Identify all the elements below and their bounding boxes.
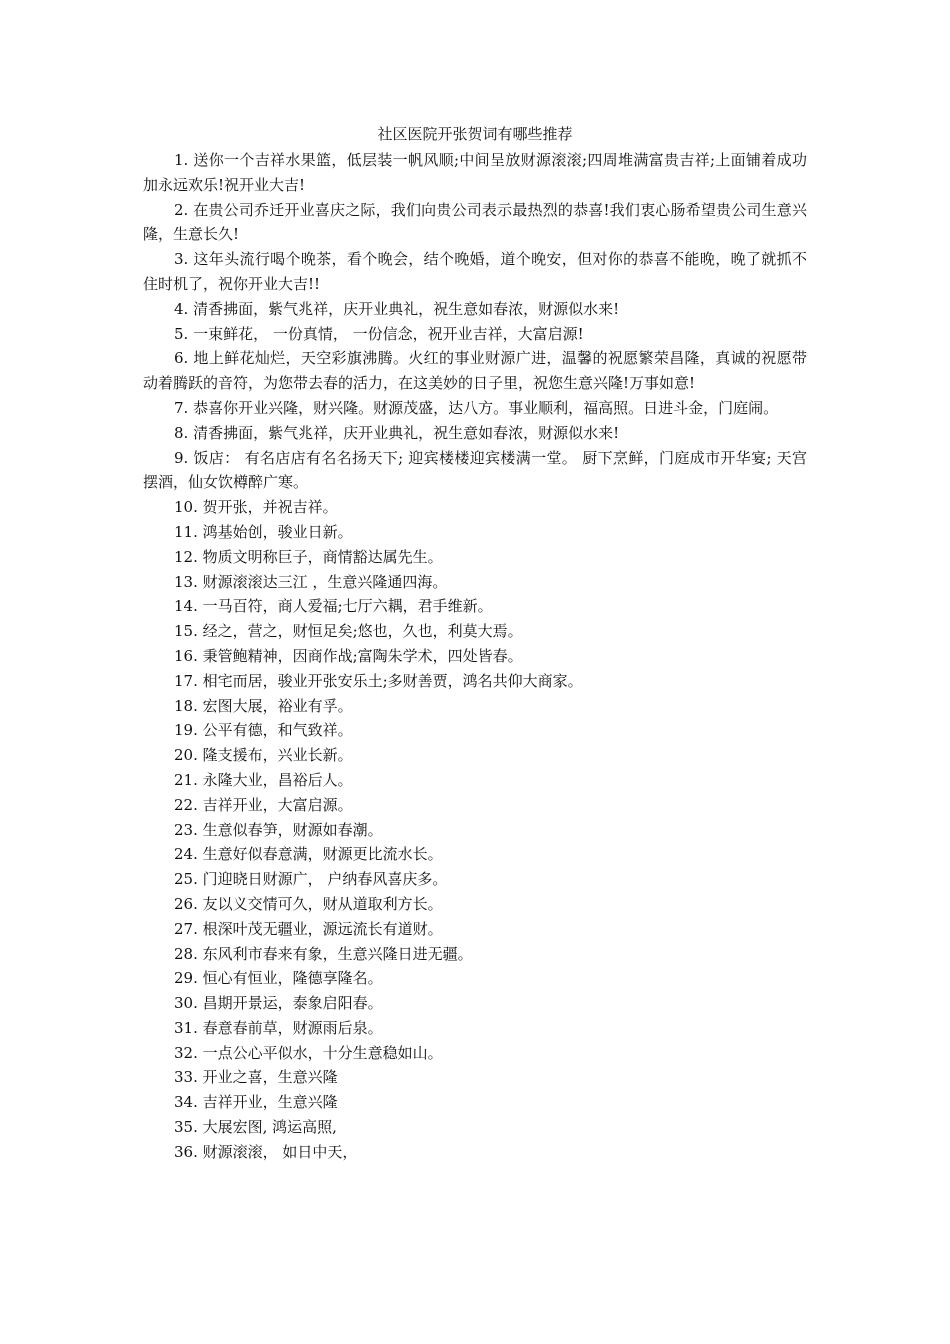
list-item: 12. 物质文明称巨子，商情豁达属先生。 <box>174 547 443 566</box>
list-item: 1. 送你一个吉祥水果篮，低层装一帆风顺;中间呈放财源滚滚;四周堆满富贵吉祥;上面铺着成功加永远欢乐!祝开业大吉! <box>143 151 807 194</box>
document-title: 社区医院开张贺词有哪些推荐 <box>377 125 573 143</box>
list-item: 34. 吉祥开业，生意兴隆 <box>174 1093 338 1112</box>
list-item: 31. 春意春前草，财源雨后泉。 <box>174 1018 383 1037</box>
list-item: 17. 相宅而居，骏业开张安乐土;多财善贾，鸿名共仰大商家。 <box>174 671 583 690</box>
list-item: 21. 永隆大业，昌裕后人。 <box>174 770 353 789</box>
list-item: 25. 门迎晓日财源广， 户纳春风喜庆多。 <box>174 870 448 889</box>
list-item: 14. 一马百符，商人爱福;七厅六耦，君手维新。 <box>174 597 493 616</box>
list-item: 18. 宏图大展，裕业有孚。 <box>174 696 353 715</box>
list-item: 23. 生意似春笋，财源如春潮。 <box>174 820 383 839</box>
list-item: 20. 隆支援布，兴业长新。 <box>174 746 353 765</box>
list-item: 11. 鸿基始创，骏业日新。 <box>174 522 353 541</box>
list-item: 26. 友以义交情可久，财从道取利方长。 <box>174 894 443 913</box>
list-item: 3. 这年头流行喝个晚茶，看个晚会，结个晚婚，道个晚安，但对你的恭喜不能晚，晚了就抓不住时机了，祝你开业大吉!! <box>143 250 807 293</box>
list-item: 2. 在贵公司乔迁开业喜庆之际，我们向贵公司表示最热烈的恭喜!我们衷心肠希望贵公司生意兴隆，生意长久! <box>143 200 807 244</box>
list-item: 10. 贺开张，并祝吉祥。 <box>174 498 338 517</box>
list-item: 6. 地上鲜花灿烂，天空彩旗沸腾。火红的事业财源广进，温馨的祝愿繁荣昌隆，真诚的祝愿带动着腾跃的音符，为您带去春的活力，在这美妙的日子里，祝您生意兴隆!万事如意! <box>143 349 807 393</box>
list-item: 9. 饭店： 有名店店有名名扬天下; 迎宾楼楼迎宾楼满一堂。 厨下烹鲜，门庭成市开华宴; 天宫摆酒，仙女饮樽醉广寒。 <box>143 448 807 492</box>
list-item: 22. 吉祥开业，大富启源。 <box>174 795 353 814</box>
list-item: 27. 根深叶茂无疆业，源远流长有道财。 <box>174 919 443 938</box>
list-item: 8. 清香拂面，紫气兆祥，庆开业典礼，祝生意如春浓，财源似水来! <box>174 423 620 442</box>
list-item: 35. 大展宏图, 鸿运高照, <box>174 1118 337 1137</box>
list-item: 4. 清香拂面，紫气兆祥，庆开业典礼，祝生意如春浓，财源似水来! <box>174 299 620 318</box>
list-item: 16. 秉管鲍精神，因商作战;富陶朱学术，四处皆春。 <box>174 646 523 665</box>
blessing-list <box>143 148 807 1165</box>
list-item: 36. 财源滚滚， 如日中天， <box>174 1142 358 1161</box>
list-item: 13. 财源滚滚达三江 ，生意兴隆通四海。 <box>174 572 448 591</box>
list-item: 29. 恒心有恒业，隆德享隆名。 <box>174 969 383 988</box>
list-item: 15. 经之，营之，财恒足矣;悠也，久也，利莫大焉。 <box>174 622 523 641</box>
list-item: 30. 昌期开景运，泰象启阳春。 <box>174 994 383 1013</box>
list-item: 7. 恭喜你开业兴隆，财兴隆。财源茂盛，达八方。事业顺利，福高照。日进斗金，门庭闹。 <box>174 398 779 417</box>
list-item: 5. 一束鲜花， 一份真情， 一份信念，祝开业吉祥，大富启源! <box>174 324 584 343</box>
document-page <box>143 120 807 1165</box>
list-item: 33. 开业之喜，生意兴隆 <box>174 1068 338 1087</box>
list-item: 24. 生意好似春意满，财源更比流水长。 <box>174 845 443 864</box>
list-item: 32. 一点公心平似水，十分生意稳如山。 <box>174 1043 443 1062</box>
list-item: 19. 公平有德，和气致祥。 <box>174 721 353 740</box>
list-item: 28. 东风利市春来有象，生意兴隆日进无疆。 <box>174 944 473 963</box>
